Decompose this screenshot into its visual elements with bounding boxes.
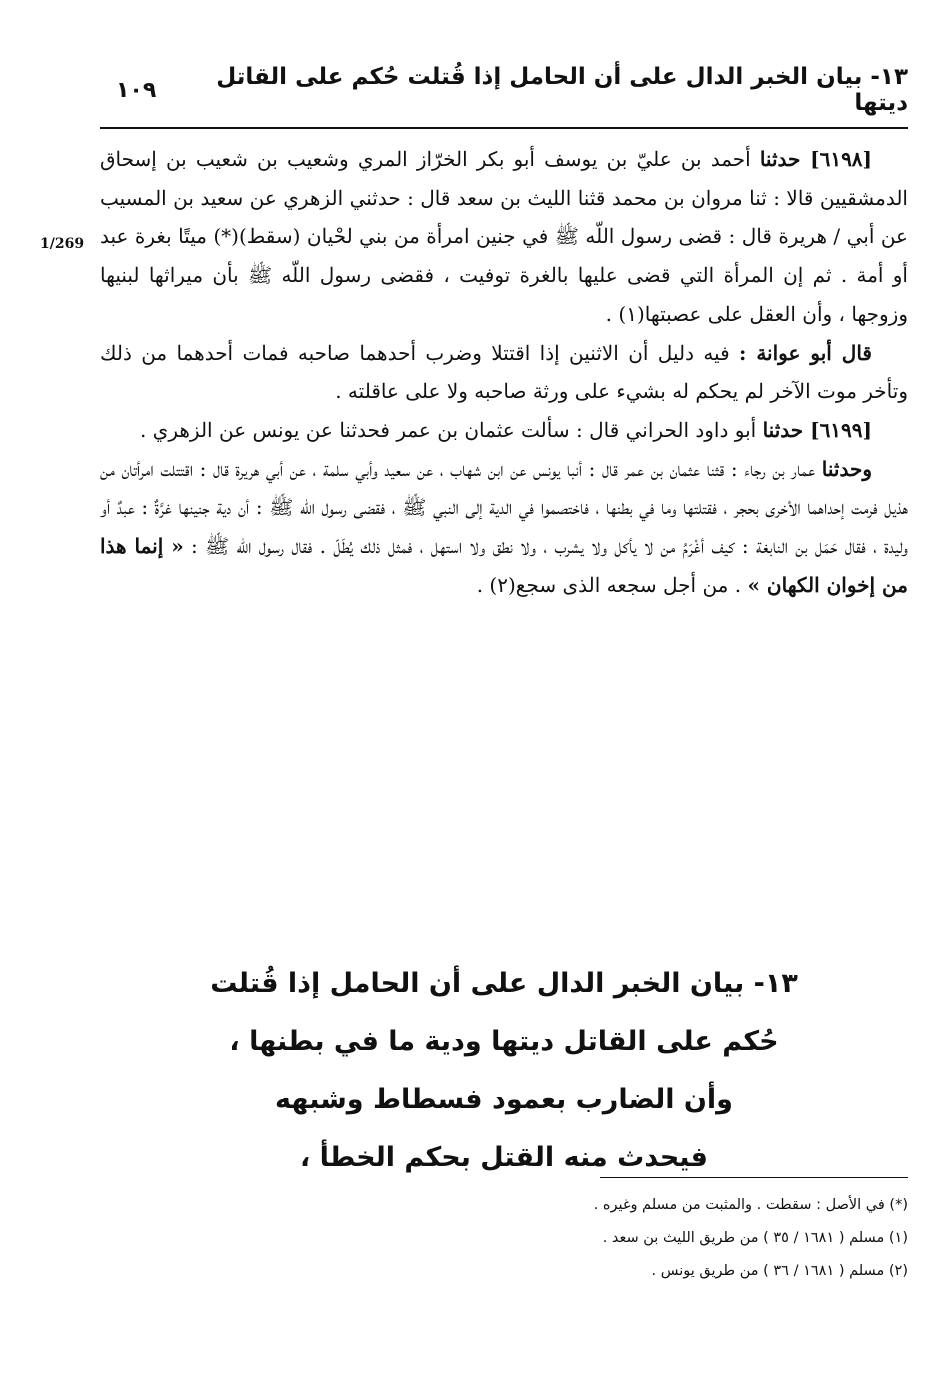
margin-reference: 1/269 [40, 236, 85, 252]
comment-label: قال أبو عوانة : [739, 340, 872, 365]
hadith-text: أبو داود الحراني قال : سألت عثمان بن عمر فحدثنا عن يونس عن الزهري . [139, 417, 763, 442]
section-heading [100, 955, 908, 1187]
footnotes [100, 1189, 908, 1288]
chain-label: وحدثنا [821, 456, 872, 481]
hadith-label: [٦١٩٩] حدثنا [762, 417, 872, 442]
chain-text-end: . من أجل سجعه الذى سجع(٢) . [476, 572, 748, 597]
comment-text: فيه دليل أن الاثنين إذا اقتتلا وضرب أحدهما صاحبه فمات أحدهما من ذلك وتأخر موت الآخر لم يحكم له بشيء على ورثة صاحبه ولا على عاقلته . [100, 340, 908, 404]
hadith-text: أحمد بن عليّ بن يوسف أبو بكر الخرّاز المري وشعيب بن شعيب بن إسحاق الدمشقيين قالا : ثنا مروان بن محمد قثنا الليث بن سعد قال : حدثني الزهري عن سعيد بن المسيب عن أبي / هريرة قال : قضى رسول اللّه ﷺ في جنين امرأة من بني لحْيان (سقط)(*) ميتًا بغرة عبد أو أمة . ثم إن المرأة التي قضى عليها بالغرة توفيت ، فقضى رسول اللّه ﷺ بأن ميراثها لبنيها وزوجها ، وأن العقل على عصبتها(١) . [100, 147, 908, 326]
hadith-chain-continued [100, 450, 908, 605]
section-heading-line: حُكم على القاتل ديتها ودية ما في بطنها ، [229, 1026, 779, 1057]
section-heading-line: فيحدث منه القتل بحكم الخطأ ، [300, 1142, 708, 1173]
section-heading-line: ١٣- بيان الخبر الدال على أن الحامل إذا قُتلت [210, 968, 798, 999]
page-number: ١٠٩ [116, 77, 157, 103]
hadith-6199 [100, 411, 908, 450]
main-text [100, 140, 908, 604]
running-header [100, 60, 908, 120]
section-heading-line: وأن الضارب بعمود فسطاط وشبهه [275, 1084, 733, 1115]
chain-text: عمار بن رجاء : قثنا عثمان بن عمر قال : أنبا يونس عن ابن شهاب ، عن سعيد وأبي سلمة ، عن أبي هريرة قال : اقتتلت امرأتان من هذيل فرمت إحداهما الأخرى بحجر ، فقتلتها وما في بطنها ، فاختصموا في الدية إلى النبي ﷺ ، فقضى رسول اللّه ﷺ : أن دية جنينها غرَّةٌ : عبدٌ أو وليدة ، فقال حَمَل بن النابغة : كيف أغْرَمُ من لا يأكل ولا يشرب ، ولا نطق ولا استهل ، فمثل ذلك يُطَلّ . فقال رسول اللّه ﷺ : [100, 456, 908, 559]
abu-awana-comment [100, 334, 908, 411]
prophet-quote: « إنما هذا من إخوان الكهان » [100, 534, 908, 597]
header-divider [100, 127, 908, 129]
footnote: (١) مسلم ( ١٦٨١ / ٣٥ ) من طريق الليث بن سعد . [602, 1230, 908, 1246]
footnote-divider [600, 1177, 908, 1178]
hadith-label: [٦١٩٨] حدثنا [759, 147, 873, 171]
footnote: (٢) مسلم ( ١٦٨١ / ٣٦ ) من طريق يونس . [651, 1263, 908, 1279]
footnote: (*) في الأصل : سقطت . والمثبت من مسلم وغيره . [593, 1197, 908, 1213]
hadith-6198 [100, 140, 908, 334]
header-title: ١٣- بيان الخبر الدال على أن الحامل إذا قُتلت حُكم على القاتل ديتها [216, 64, 908, 116]
